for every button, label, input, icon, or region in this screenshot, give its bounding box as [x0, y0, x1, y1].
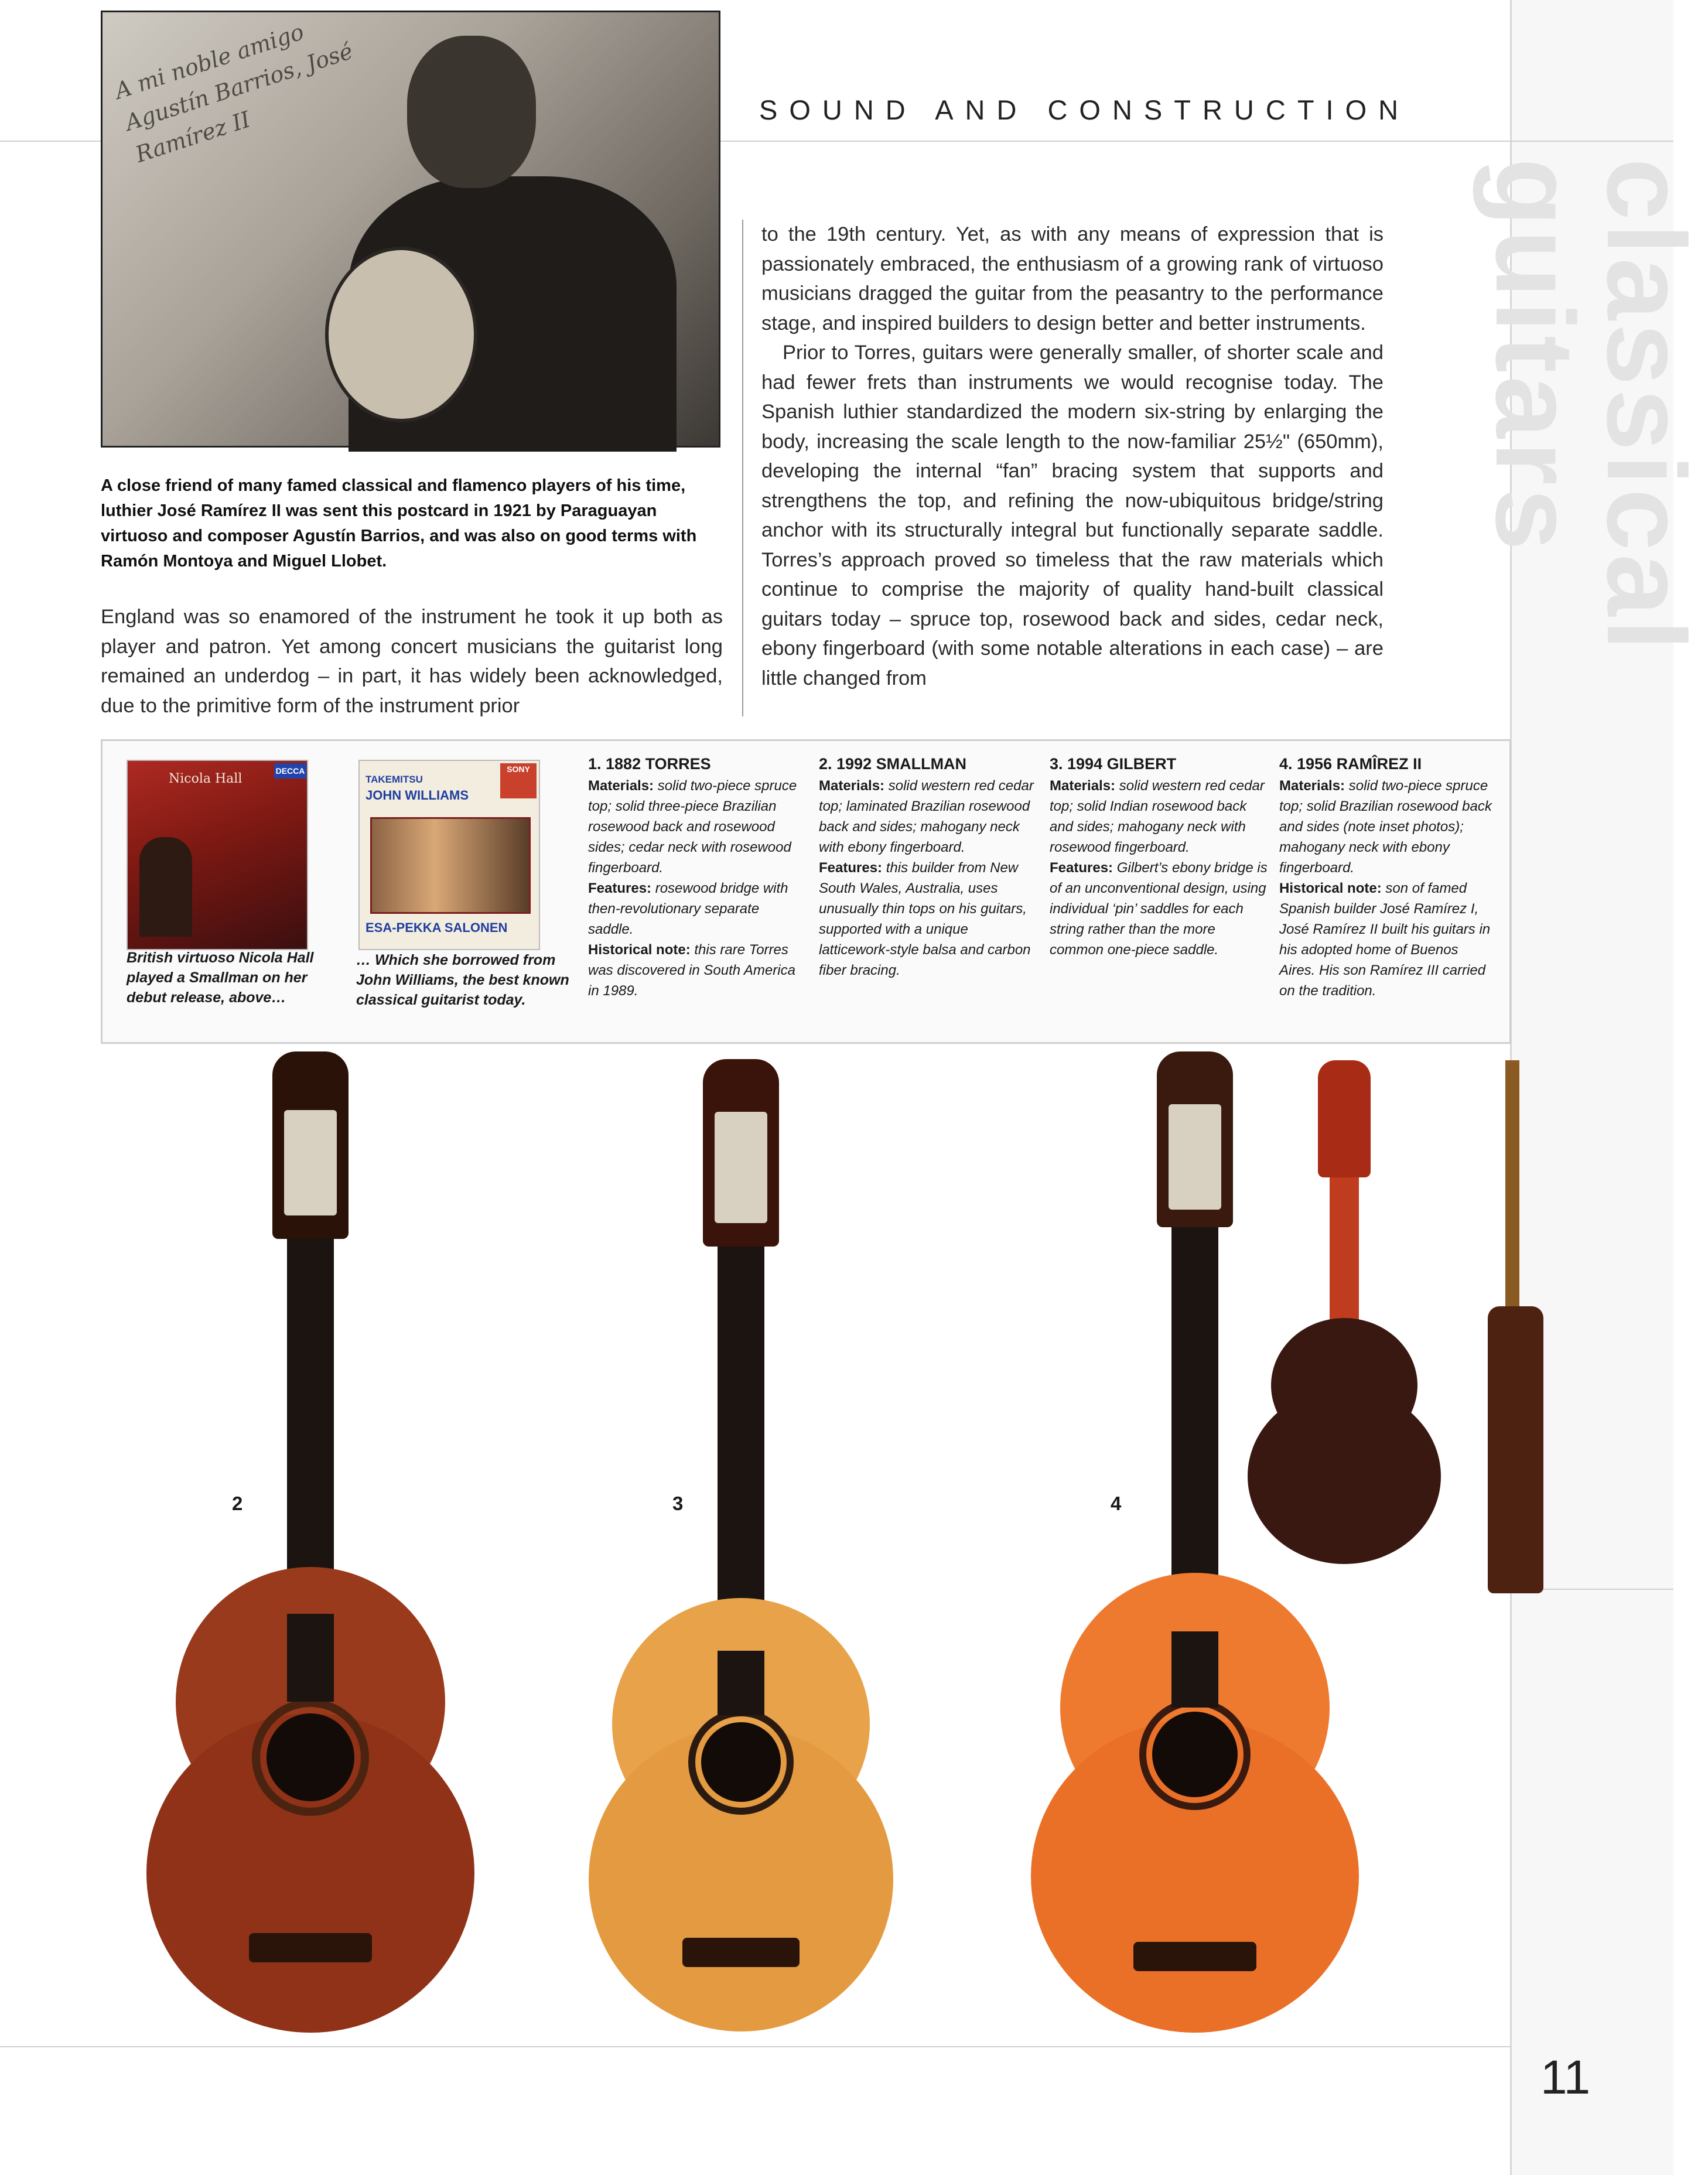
sidebar-title: classical guitars [1473, 158, 1708, 654]
guitar-4-side-view [1488, 1060, 1546, 1593]
spec-value: solid two-piece spruce top; solid three-piece Brazilian rosewood back and rosewood sides; cedar neck with rosewood fingerboard. [588, 778, 797, 876]
guitar-neck [287, 1239, 334, 1614]
guitar-label-2: 2 [232, 1493, 243, 1514]
spec-heading: 1. 1882 TORRES [588, 755, 711, 773]
guitar-neck [1171, 1227, 1218, 1631]
spec-label: Historical note: [1279, 880, 1382, 896]
album-conductor: ESA-PEKKA SALONEN [365, 920, 508, 935]
photo-inscription: A mi noble amigo Agustín Barrios, José Ramírez II [111, 18, 356, 168]
body-paragraph: to the 19th century. Yet, as with any means of expression that is passionately embraced, the enthusiasm of a growing rank of virtuoso musicians dragged the guitar from the peasantry to the performance stage, and inspired builders to design better and better instruments. [761, 223, 1384, 334]
album-caption: British virtuoso Nicola Hall played a Smallman on her debut release, above… [127, 950, 314, 1006]
guitar-tuners [715, 1112, 767, 1223]
guitar-neck [718, 1247, 764, 1651]
guitar-soundhole [267, 1713, 354, 1801]
album-label-logo: SONY [500, 763, 537, 798]
guitar-3-image [589, 1059, 893, 2034]
guitar-neck [1505, 1060, 1519, 1306]
column-divider [742, 220, 743, 716]
photo-guitar [325, 247, 477, 422]
guitar-back-lower [1248, 1388, 1441, 1564]
spec-heading: 2. 1992 SMALLMAN [819, 755, 967, 773]
body-column-right [761, 220, 1384, 693]
footer-rule [0, 2046, 1510, 2047]
guitar-bridge [249, 1933, 372, 1962]
spec-value: solid western red cedar top; laminated Brazilian rosewood back and sides; mahogany neck with ebony fingerboard. [819, 778, 1034, 855]
spec-value: solid western red cedar top; solid Indian rosewood back and sides; mahogany neck with rosewood fingerboard. [1050, 778, 1265, 855]
guitar-bridge [682, 1938, 800, 1967]
album-portrait [139, 837, 192, 937]
guitar-soundhole [701, 1722, 781, 1802]
spec-smallman [819, 754, 1037, 981]
album-photo [370, 817, 531, 914]
body-column-left [101, 602, 723, 721]
guitar-label-4: 4 [1111, 1493, 1122, 1514]
album-artist: Nicola Hall [169, 771, 242, 786]
spec-value: rosewood bridge with then-revolutionary separate saddle. [588, 880, 788, 937]
guitar-headstock [1318, 1060, 1371, 1177]
album-caption: … Which she borrowed from John Williams, the best known classical guitarist today. [356, 952, 569, 1008]
spec-label: Features: [819, 860, 883, 876]
guitar-fingerboard-end [718, 1651, 764, 1715]
guitar-tuners [1169, 1104, 1221, 1210]
album-label-logo: DECCA [274, 763, 306, 779]
album-cover-john-williams [358, 760, 540, 950]
album-cover-nicola-hall [127, 760, 308, 950]
spec-torres [588, 754, 806, 1001]
spec-value: Gilbert’s ebony bridge is of an unconventional design, using individual ‘pin’ saddles for each string rather than the more common one-piece saddle. [1050, 860, 1268, 958]
album-title: TAKEMITSU [365, 774, 423, 785]
spec-label: Materials: [1279, 778, 1345, 794]
spec-label: Features: [1050, 860, 1113, 876]
spec-label: Materials: [819, 778, 885, 794]
spec-heading: 4. 1956 RAMÎREZ II [1279, 755, 1422, 773]
spec-label: Features: [588, 880, 652, 896]
album-artist: JOHN WILLIAMS [365, 788, 469, 803]
body-paragraph: Prior to Torres, guitars were generally smaller, of shorter scale and had fewer frets than instruments we would recognise today. The Spanish luthier standardized the modern six-string by enlarging the body, increasing the scale length to the now-familiar 25½" (650mm), developing the internal “fan” bracing system that supports and strengthens the top, and refining the now-ubiquitous bridge/string anchor with its structurally integral but functionally separate saddle. Torres’s approach proved so timeless that the raw materials which continue to comprise the majority of quality hand-built classical guitars today – spruce top, rosewood back and sides, cedar neck, ebony fingerboard (with some notable alterations in each case) – are little changed from [761, 342, 1384, 689]
guitar-2-image [146, 1051, 474, 2036]
guitar-4-back-view [1248, 1060, 1441, 1564]
guitar-side-body [1488, 1306, 1543, 1593]
spec-label: Historical note: [588, 942, 691, 958]
guitar-fingerboard-end [287, 1614, 334, 1702]
postcard-photo [101, 11, 720, 448]
guitar-soundhole [1152, 1712, 1238, 1797]
spec-label: Materials: [588, 778, 654, 794]
spec-value: son of famed Spanish builder José Ramírez I, José Ramírez II built his guitars in his adopted home of Buenos Aires. His son Ramírez III carried on the tradition. [1279, 880, 1491, 999]
photo-figure-head [407, 36, 536, 188]
spec-value: solid two-piece spruce top; solid Brazilian rosewood back and sides (note inset photos); mahogany neck with ebony fingerboard. [1279, 778, 1492, 876]
spec-value: this rare Torres was discovered in South America in 1989. [588, 942, 795, 999]
guitar-label-3: 3 [672, 1493, 684, 1514]
spec-value: this builder from New South Wales, Australia, uses unusually thin tops on his guitars, supported with a unique latticework-style balsa and carbon fiber bracing. [819, 860, 1031, 978]
sidebar-rule-top [1510, 141, 1673, 142]
spec-ramirez [1279, 754, 1497, 1001]
spec-heading: 3. 1994 GILBERT [1050, 755, 1177, 773]
body-paragraph: England was so enamored of the instrument he took it up both as player and patron. Yet among concert musicians the guitarist long remained an underdog – in part, it has widely been acknowledged, due to the primitive form of the instrument prior [101, 606, 723, 717]
section-title: SOUND AND CONSTRUCTION [759, 94, 1410, 125]
page-number: 11 [1540, 2051, 1591, 2104]
guitar-bridge [1133, 1942, 1256, 1971]
photo-caption: A close friend of many famed classical and flamenco players of his time, luthier José Ramírez II was sent this postcard in 1921 by Paraguayan virtuoso and composer Agustín Barrios, and was also on good terms with Ramón Montoya and Miguel Llobet. [101, 476, 697, 571]
spec-label: Materials: [1050, 778, 1116, 794]
spec-gilbert [1050, 754, 1268, 960]
guitar-tuners [284, 1110, 337, 1215]
guitar-fingerboard-end [1171, 1631, 1218, 1708]
